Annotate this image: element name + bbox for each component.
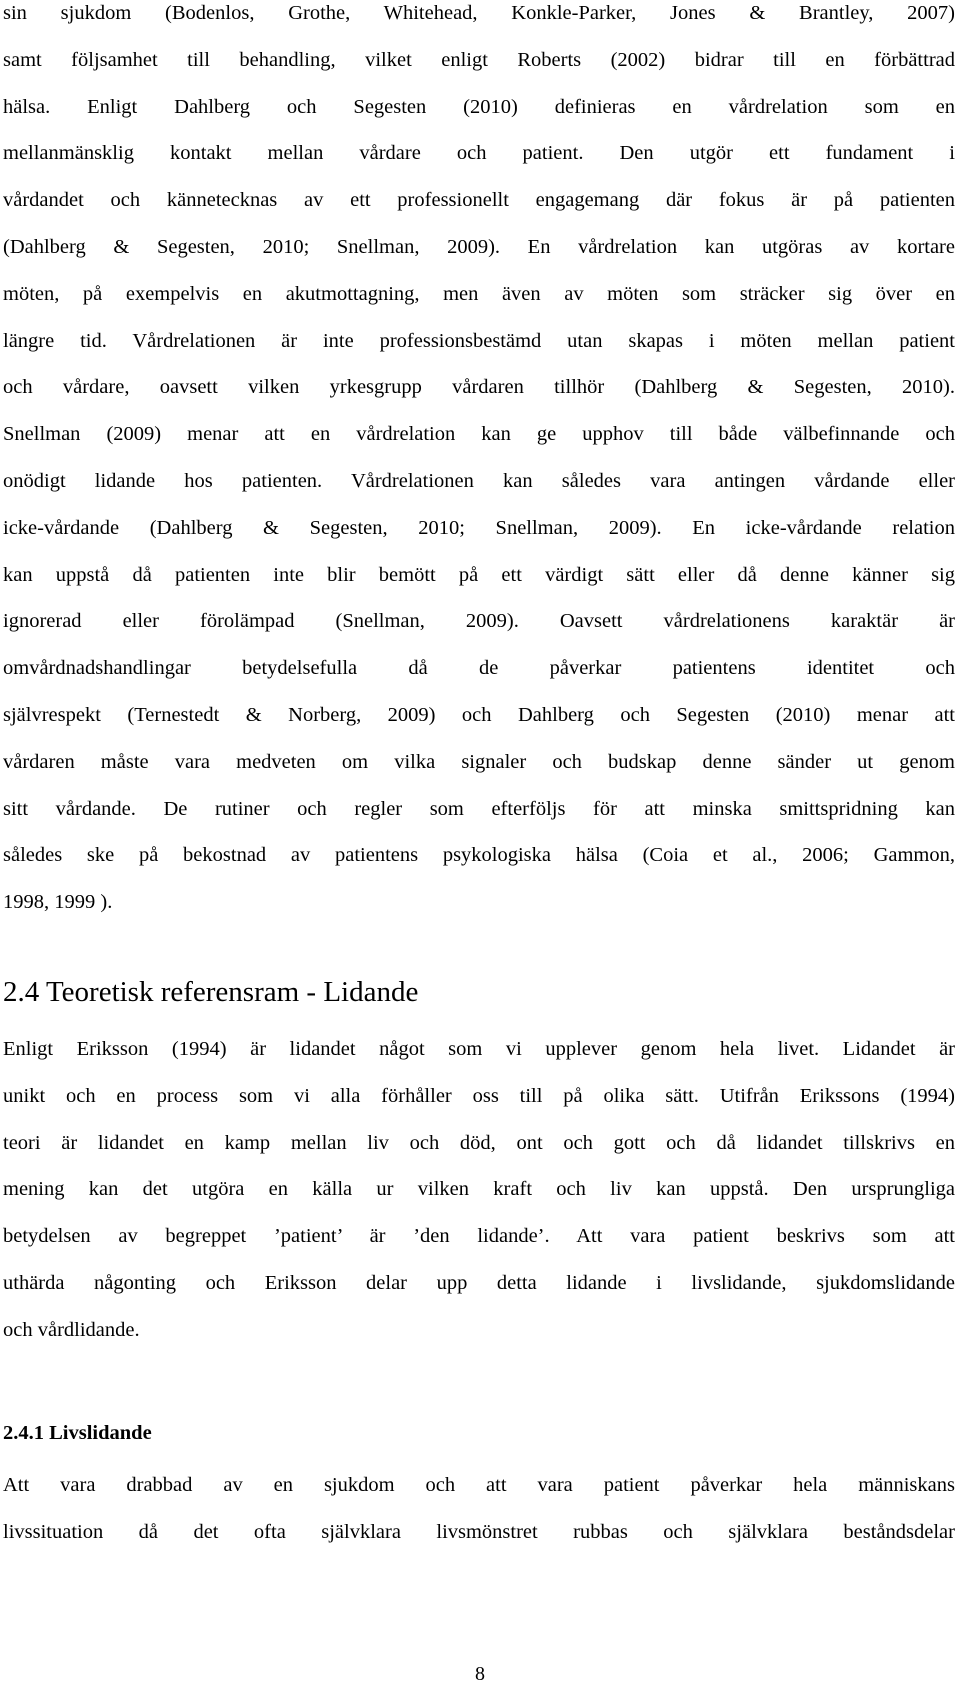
text-line: (Dahlberg & Segesten, 2010; Snellman, 2009). En vårdrelation kan utgöras av kortare (3, 235, 955, 258)
text-line: onödigt lidande hos patienten. Vårdrelationen kan således vara antingen vårdande eller (3, 469, 955, 492)
text-line: unikt och en process som vi alla förhåller oss till på olika sätt. Utifrån Erikssons (1994) (3, 1084, 955, 1107)
text-line: självrespekt (Ternestedt & Norberg, 2009) och Dahlberg och Segesten (2010) menar att (3, 703, 955, 726)
text-line: teori är lidandet en kamp mellan liv och död, ont och gott och då lidandet tillskrivs en (3, 1131, 955, 1154)
text-line: livssituation då det ofta självklara livsmönstret rubbas och självklara beståndsdelar (3, 1520, 955, 1543)
text-line: hälsa. Enligt Dahlberg och Segesten (2010) definieras en vårdrelation som en (3, 95, 955, 118)
text-line: ignorerad eller förolämpad (Snellman, 2009). Oavsett vårdrelationens karaktär är (3, 610, 955, 633)
text-line: möten, på exempelvis en akutmottagning, men även av möten som sträcker sig över en (3, 282, 955, 305)
text-line: och vårdare, oavsett vilken yrkesgrupp vårdaren tillhör (Dahlberg & Segesten, 2010). (3, 376, 955, 399)
text-line: Enligt Eriksson (1994) är lidandet något som vi upplever genom hela livet. Lidandet är (3, 1038, 955, 1060)
text-line: Att vara drabbad av en sjukdom och att vara patient påverkar hela människans (3, 1474, 955, 1496)
text-line: uthärda någonting och Eriksson delar upp detta lidande i livslidande, sjukdomslidande (3, 1271, 955, 1294)
text-line: vårdandet och kännetecknas av ett professionellt engagemang där fokus är på patienten (3, 189, 955, 212)
subsection-heading: 2.4.1 Livslidande (3, 1422, 152, 1444)
paragraph-vardrelation (3, 0, 955, 926)
text-line: mening kan det utgöra en källa ur vilken kraft och liv kan uppstå. Den ursprungliga (3, 1178, 955, 1201)
text-line: betydelsen av begreppet ’patient’ är ’den lidande’. Att vara patient beskrivs som att (3, 1225, 955, 1248)
paragraph-lidande (3, 1026, 955, 1354)
text-line: således ske på bekostnad av patientens psykologiska hälsa (Coia et al., 2006; Gammon, (3, 844, 955, 867)
paragraph-livslidande (3, 1462, 955, 1556)
text-line: 1998, 1999 ). (3, 891, 113, 914)
text-line: vårdaren måste vara medveten om vilka signaler och budskap denne sänder ut genom (3, 750, 955, 773)
text-line: omvårdnadshandlingar betydelsefulla då de påverkar patientens identitet och (3, 657, 955, 680)
text-line: och vårdlidande. (3, 1318, 140, 1341)
text-line: samt följsamhet till behandling, vilket enligt Roberts (2002) bidrar till en förbättrad (3, 48, 955, 71)
text-line: sitt vårdande. De rutiner och regler som efterföljs för att minska smittspridning kan (3, 797, 955, 820)
section-heading: 2.4 Teoretisk referensram - Lidande (3, 976, 419, 1008)
page-number: 8 (475, 1663, 485, 1685)
text-line: Snellman (2009) menar att en vårdrelation kan ge upphov till både välbefinnande och (3, 423, 955, 446)
text-line: kan uppstå då patienten inte blir bemött på ett värdigt sätt eller då denne känner sig (3, 563, 955, 586)
text-line: längre tid. Vårdrelationen är inte professionsbestämd utan skapas i möten mellan patient (3, 329, 955, 352)
text-line: mellanmänsklig kontakt mellan vårdare och patient. Den utgör ett fundament i (3, 142, 955, 165)
text-line: icke-vårdande (Dahlberg & Segesten, 2010; Snellman, 2009). En icke-vårdande relation (3, 516, 955, 539)
text-line: sin sjukdom (Bodenlos, Grothe, Whitehead, Konkle-Parker, Jones & Brantley, 2007) (3, 2, 955, 24)
